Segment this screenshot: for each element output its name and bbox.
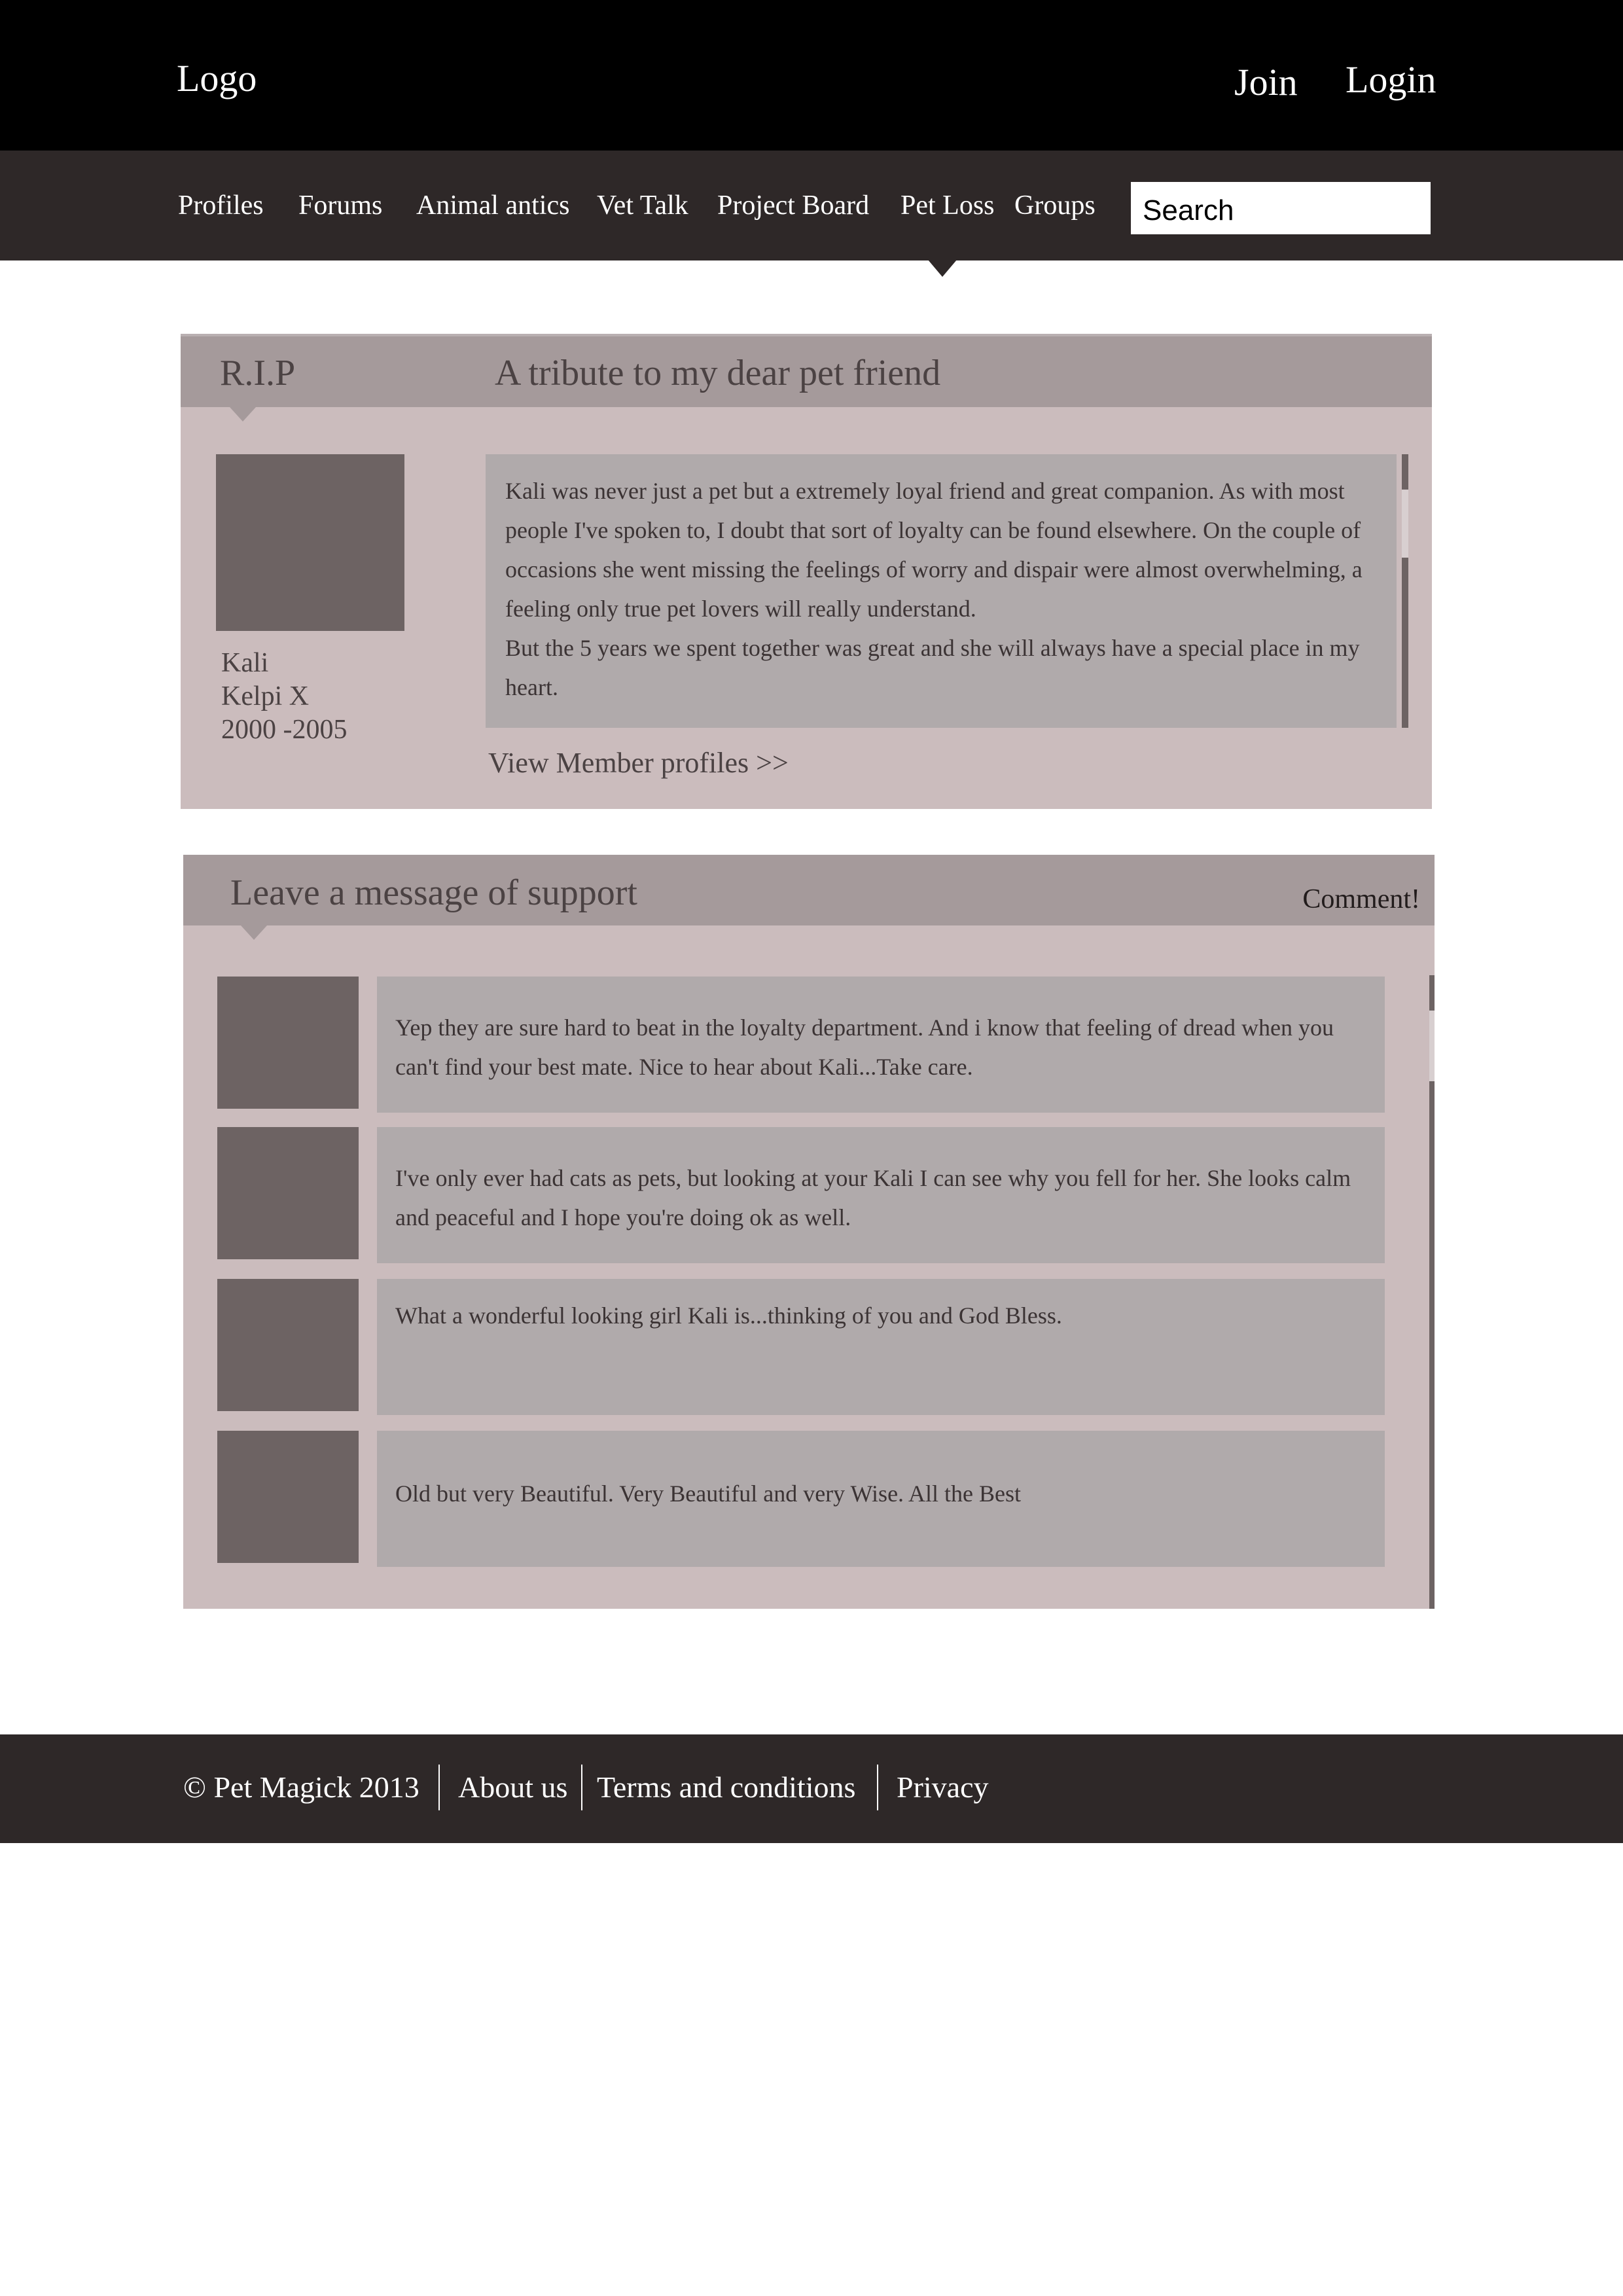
- support-header: [183, 855, 1435, 925]
- footer-link-privacy[interactable]: Privacy: [897, 1770, 989, 1804]
- avatar: [217, 1431, 359, 1563]
- login-link[interactable]: Login: [1346, 58, 1436, 101]
- header-pointer: [241, 925, 267, 940]
- footer-link-terms[interactable]: Terms and conditions: [597, 1770, 856, 1804]
- nav-item-vet-talk[interactable]: Vet Talk: [597, 190, 688, 221]
- footer-link-about[interactable]: About us: [458, 1770, 568, 1804]
- pet-breed: Kelpi X: [221, 681, 310, 711]
- footer: [0, 1734, 1623, 1843]
- tribute-header: [181, 334, 1432, 407]
- message-text: Yep they are sure hard to beat in the loyalty department. And i know that feeling of dread when you can't find your best mate. Nice to hear about Kali...Take care.: [377, 977, 1385, 1113]
- footer-divider: [438, 1765, 440, 1810]
- pet-info: [221, 647, 348, 747]
- message-text: Old but very Beautiful. Very Beautiful and very Wise. All the Best: [377, 1431, 1385, 1567]
- message-text: What a wonderful looking girl Kali is...thinking of you and God Bless.: [377, 1279, 1385, 1415]
- nav-item-groups[interactable]: Groups: [1014, 190, 1096, 221]
- support-message: [217, 1279, 1385, 1415]
- support-panel: [183, 855, 1435, 1609]
- comment-button[interactable]: Comment!: [1302, 884, 1420, 914]
- avatar: [217, 1279, 359, 1411]
- message-text: I've only ever had cats as pets, but looking at your Kali I can see why you fell for her. She looks calm and peaceful and I hope you're doing ok as well.: [377, 1127, 1385, 1263]
- story-paragraph: Kali was never just a pet but a extremely loyal friend and great companion. As with most people I've spoken to, I doubt that sort of loyalty can be found elsewhere. On the couple of occasions she went missing the feelings of worry and dispair were almost overwhelming, a feeling only true pet lovers will really understand.: [505, 478, 1363, 622]
- nav-item-project-board[interactable]: Project Board: [717, 190, 870, 221]
- messages-scrollbar-thumb[interactable]: [1429, 1011, 1435, 1081]
- footer-divider: [581, 1765, 582, 1810]
- story-paragraph: But the 5 years we spent together was great and she will always have a special place in my heart.: [505, 635, 1360, 700]
- support-message: [217, 1127, 1385, 1263]
- support-message: [217, 1431, 1385, 1567]
- active-nav-indicator: [928, 260, 957, 277]
- join-link[interactable]: Join: [1234, 61, 1298, 103]
- avatar: [217, 1127, 359, 1259]
- tribute-title: A tribute to my dear pet friend: [495, 353, 941, 393]
- pet-name: Kali: [221, 648, 269, 678]
- copyright: © Pet Magick 2013: [183, 1770, 419, 1804]
- search-input[interactable]: [1131, 182, 1431, 234]
- top-bar: [0, 0, 1623, 151]
- nav-item-animal-antics[interactable]: Animal antics: [416, 190, 570, 221]
- nav-item-forums[interactable]: Forums: [298, 190, 383, 221]
- support-message: [217, 977, 1385, 1113]
- logo[interactable]: Logo: [177, 57, 257, 99]
- tribute-story: [486, 454, 1397, 728]
- support-title: Leave a message of support: [230, 872, 637, 913]
- header-pointer: [230, 407, 256, 422]
- pet-photo: [216, 454, 404, 631]
- footer-divider: [877, 1765, 878, 1810]
- view-member-profiles-link[interactable]: View Member profiles >>: [488, 747, 789, 779]
- avatar: [217, 977, 359, 1109]
- story-scrollbar-thumb[interactable]: [1402, 490, 1408, 558]
- nav-item-pet-loss[interactable]: Pet Loss: [901, 190, 995, 221]
- pet-years: 2000 -2005: [221, 715, 348, 745]
- rip-label: R.I.P: [220, 353, 296, 393]
- tribute-panel: [181, 334, 1432, 809]
- nav-item-profiles[interactable]: Profiles: [178, 190, 264, 221]
